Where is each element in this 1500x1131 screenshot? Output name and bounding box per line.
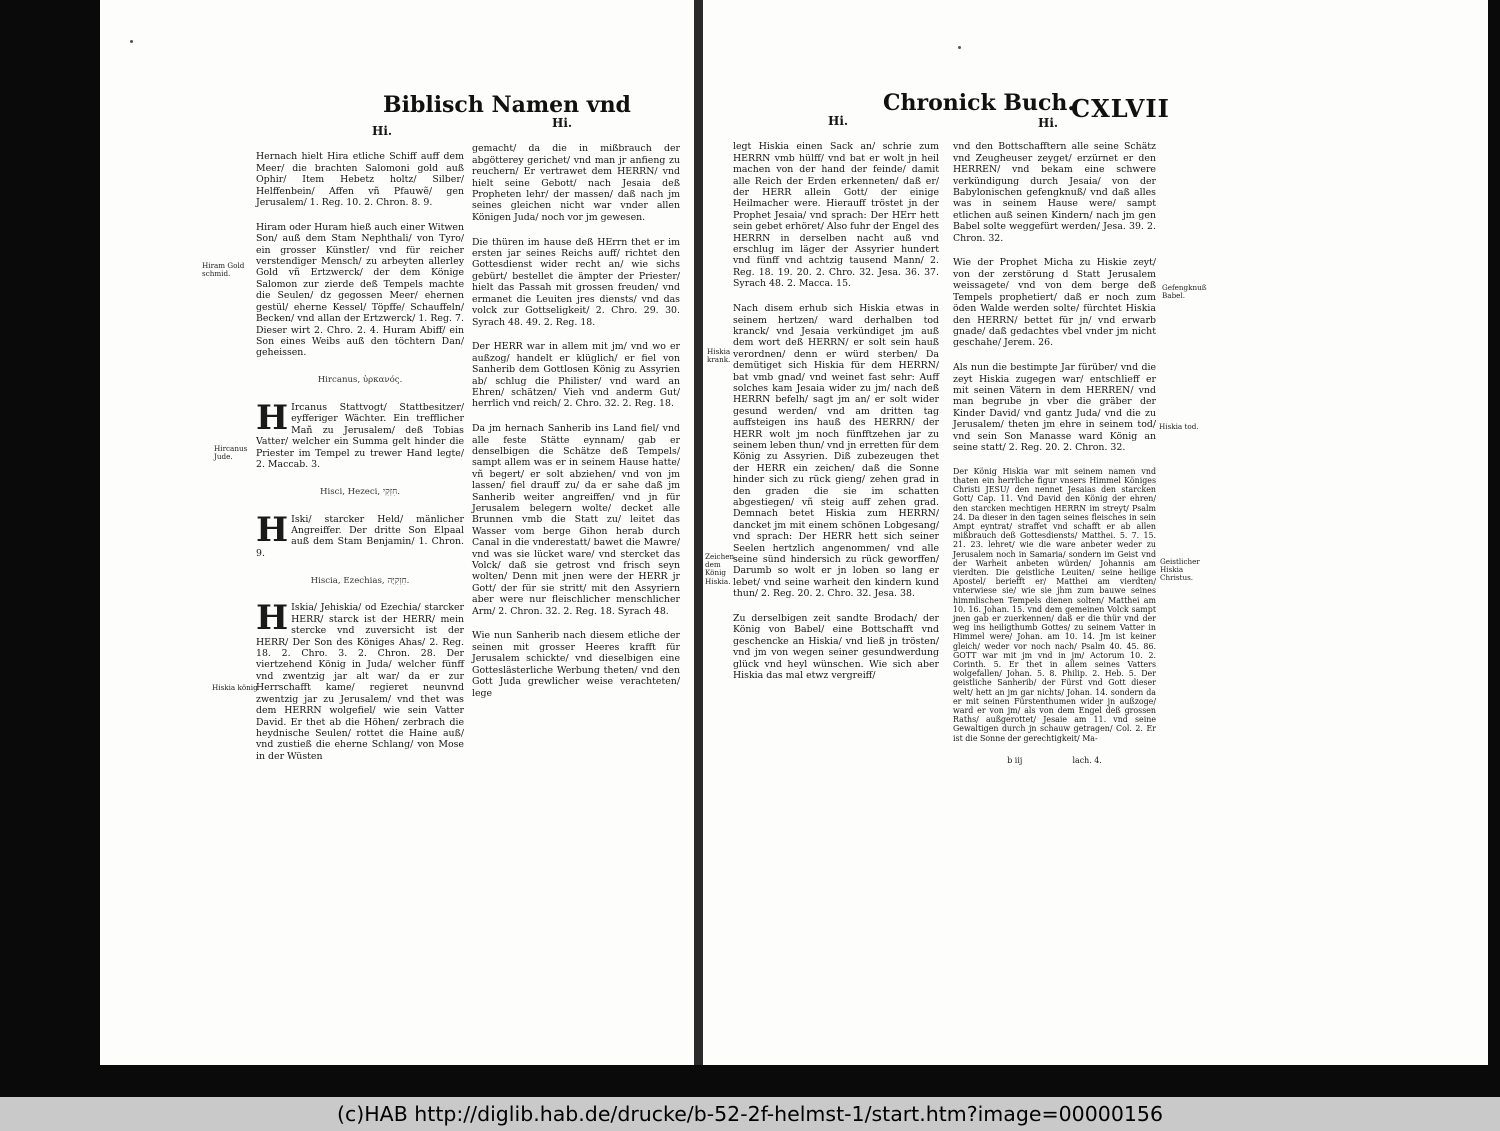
paragraph: Iski/ starcker Held/ mänlicher Angreiffer. Der dritte Son Elpaal auß dem Stam Benjamin/ 1. Chron. 9. [256,513,464,559]
margin-note: Geistlicher Hiskia Christus. [1160,557,1200,583]
margin-note: Hiskia tod. [1159,422,1199,431]
right-page [703,0,1488,1065]
right-column-2 [953,130,1156,779]
paragraph: gemacht/ da die in mißbrauch der abgötterey gerichet/ vnd man jr anfieng zu reuchern/ Er vertrawet dem HERRN/ vnd hielt seine Gebott/ nach Jesaia deß Propheten lehr/ der massen/ daß nach jm seines gleichen nicht war vnder allen Königen Juda/ noch vor jm gewesen. [472,143,680,223]
margin-note: Hiram Gold schmid. [202,261,245,279]
paragraph: Da jm hernach Sanherib ins Land fiel/ vnd alle feste Stätte eynnam/ gab er denselbigen die Schätze deß Tempels/ sampt allem was er in seinem Hause hatte/ vñ begert/ er solt abziehen/ vnd von jm lassen/ fiel drauff zu/ da er sahe daß jm Sanherib weiter angreiffen/ vnd jn für Jerusalem belegern wolte/ decket alle Brunnen vmb die Statt zu/ leitet das Wasser vom berge Gihon herab durch Canal in die vnderestatt/ bawet die Mawre/ vnd was sie lücket ware/ vnd stercket das Volck/ daß sie getrost vnd frisch seyn wolten/ Denn mit jnen were der HERR jr Gott/ der für sie stritt/ mit den Assyriern aber were nur fleischlicher menschlicher Arm/ 2. Chron. 32. 2. Reg. 18. Syrach 48. [472,423,680,617]
margin-note: Gefengknuß Babel. [1162,283,1207,301]
paragraph: Die thüren im hause deß HErrn thet er im ersten jar seines Reichs auff/ richtet den Gottesdienst wider recht an/ wie sichs gebürt/ bestellet die ämpter der Priester/ hielt das Passah mit grossen freuden/ vnd ermanet die Leuiten jres diensts/ vnd das volck zur Gottseligkeit/ 2. Chro. 29. 30. Syrach 48. 49. 2. Reg. 18. [472,236,680,328]
folio-number: CXLVII [1071,94,1170,123]
margin-note: Hircanus Jude. [214,444,248,462]
paragraph: Hernach hielt Hira etliche Schiff auff dem Meer/ die brachten Salomoni gold auß Ophir/ Item Hebetz holtz/ Silber/ Helffenbein/ Affen vñ Pfauwẽ/ gen Jerusalem/ 1. Reg. 10. 2. Chron. 8. 9. [256,151,464,209]
paragraph: Iskia/ Jehiskia/ od Ezechia/ starcker HERR/ starck ist der HERR/ mein stercke vnd zuversicht ist der HERR/ Der Son des Königes Ahas/ 2. Reg. 18. 2. Chro. 3. 2. Chron. 28. Der viertzehend König in Juda/ welcher fünff vnd zwentzig jar alt war/ da er zur Herrschafft kame/ regieret neunvnd zwentzig jar zu Jerusalem/ vnd thet was dem HERRN wolgefiel/ wie sein Vatter David. Er thet ab die Höhen/ zerbrach die heydnische Seulen/ rottet die Haine auß/ vnd zustieß die eherne Schlang/ von Mose in der Wüsten [256,602,464,762]
speck [130,40,133,43]
paragraph: Ircanus Stattvogt/ Stattbesitzer/ eyfferiger Wächter. Ein trefflicher Mañ zu Jerusalem/ deß Tobias Vatter/ welcher ein Summa gelt hinder die Priester im Tempel zu trewer Hand legte/ 2. Maccab. 3. [256,401,464,470]
paragraph: Der HERR war in allem mit jm/ vnd wo er außzog/ handelt er klüglich/ er fiel von Sanherib dem Gottlosen König zu Assyrien ab/ schlug die Philister/ vnd ward an Ehren/ schätzen/ Vieh vnd anderm Gut/ herrlich vnd reich/ 2. Chro. 32. 2. Reg. 18. [472,341,680,410]
column-head-2: Hi. [1038,116,1059,130]
entry-heading: Hisci, Hezeci, חִזְקִי. [320,486,400,497]
paragraph-small: Der König Hiskia war mit seinem namen vnd thaten ein herrliche figur vnsers Himmel Königes Christi JESU/ den nennet Jesaias den starcken Gott/ Cap. 11. Vnd David den König der ehren/ den starcken mechtigen HERRN im streyt/ Psalm 24. Da dieser in den tagen seines fleisches in sein Ampt eyntrat/ straffet vnd schafft er ab allen mißbrauch deß Gottesdiensts/ Matthei. 5. 7. 15. 21. 23. lehret/ wie die ware anbeter weder zu Jerusalem noch in Samaria/ sondern im Geist vnd der Warheit anbeten würden/ Johannis am vierdten. Die geistliche Leuiten/ seine heilige Apostel/ beriefft er/ Matthei am vierdten/ vnterwiese sie/ wie sie jhm zum bauwe seines himmlischen Tempels dienen solten/ Matthei am 10. 16. Johan. 15. vnd dem gemeinen Volck sampt jnen gab er zuerkennen/ daß er die thür vnd der weg ins heiligthumb Gottes/ zu seinem Vatter in Himmel were/ Johan. am 10. 14. Jm ist keiner gleich/ weder vor noch nach/ Psalm 40. 45. 86. GOTT war mit jm vnd in jm/ Actorum 10. 2. Corinth. 5. Er thet in allem seines Vatters wolgefallen/ Johan. 5. 8. Philip. 2. Heb. 5. Der geistliche Sanherib/ der Fürst vnd Gott dieser welt/ hett an jm gar nichts/ Johan. 14. sondern da er mit seinen Fürstenthumen wider jn außzoge/ ward er von jm/ als von dem Engel deß grossen Raths/ außgerottet/ Jesaie am 11. vnd seine Gewaltigen durch jn schauw getragen/ Col. 2. Er ist die Sonne der gerechtigkeit/ Ma- [953,466,1156,743]
running-head-right: Chronick Buch. [883,90,1076,116]
paragraph: vnd den Bottschafftern alle seine Schätz vnd Zeugheuser zeyget/ erzürnet er den HERREN/ vnd bekam eine schwere verkündigung durch Jesaia/ von der Babylonischen gefengknuß/ vnd daß alles was in seinem Hause were/ sampt etlichen auß seinen Kindern/ nach jm gen Babel solte weggefürt werden/ Jesa. 39. 2. Chron. 32. [953,141,1156,244]
right-column-1 [733,130,939,695]
paragraph: Wie nun Sanherib nach diesem etliche der seinen mit grosser Heeres krafft für Jerusalem schickte/ vnd dieselbigen eine Gotteslästerliche Werbung theten/ vnd den Gott Juda grewlicher weise verachteten/ lege [472,630,680,699]
left-column-1 [256,140,464,776]
book-gutter [694,0,703,1065]
speck [958,46,961,49]
catchword: b iij lach. 4. [1007,756,1102,766]
margin-note: Hiskia krank. [707,347,731,365]
paragraph: legt Hiskia einen Sack an/ schrie zum HERRN vmb hülff/ vnd bat er wolt jn heil machen von der hand der feinde/ damit alle Reich der Erden erkenneten/ daß er/ der HERR allein Gott/ der einige Heilmacher were. Hierauff tröstet jn der Prophet Jesaia/ vnd sprach: Der HErr hett sein gebet erhöret/ Also fuhr der Engel des HERRN in derselben nacht auß vnd erschlug im läger der Assyrier hundert vnd fünff vnd achtzig tausend Mann/ 2. Reg. 18. 19. 20. 2. Chro. 32. Jesa. 36. 37. Syrach 48. 2. Macca. 15. [733,141,939,290]
initial-letter: H [256,397,289,438]
source-footer: (c)HAB http://diglib.hab.de/drucke/b-52-2f-helmst-1/start.htm?image=00000156 [0,1097,1500,1131]
left-page [100,0,694,1065]
left-column-2 [472,132,680,712]
margin-note: Hiskia könig [212,683,258,692]
paragraph: Zu derselbigen zeit sandte Brodach/ der König von Babel/ eine Bottschafft vnd geschencke an Hiskia/ vnd ließ jn trösten/ vnd jm von wegen seiner gesundwerdung glück vnd heyl wünschen. Wie sich aber Hiskia das mal etwz vergreiff/ [733,613,939,682]
margin-note: Zeichen dem König Hiskia. [705,552,735,586]
paragraph: Wie der Prophet Micha zu Hiskie zeyt/ von der zerstörung d Statt Jerusalem weissagete/ vnd von dem berge deß Tempels prophetiert/ daß er noch zum öden Walde werden solte/ fürchtet Hiskia den HERRN/ bettet für jn/ vnd erwarb gnade/ daß gedachtes vbel vnder jm nicht geschahe/ Jerem. 26. [953,257,1156,349]
paragraph: Als nun die bestimpte Jar fürüber/ vnd die zeyt Hiskia zugegen war/ entschlieff er mit seinen Vätern in dem HERREN/ vnd man begrube jn vber die gräber der Kinder David/ vnd gantz Juda/ vnd die zu Jerusalem/ theten jm ehre in seinem tod/ vnd sein Son Manasse ward König an seine statt/ 2. Reg. 20. 2. Chron. 32. [953,362,1156,453]
paragraph: Nach disem erhub sich Hiskia etwas in seinem hertzen/ ward derhalben tod kranck/ vnd Jesaia verkündiget jm auß dem wort deß HERRN/ er solt sein hauß verordnen/ denn er würd sterben/ Da demütiget sich Hiskia für dem HERRN/ bat vmb gnad/ vnd weinet fast sehr: Auff solches kam Jesaia wider zu jm/ nach deß HERRN befelh/ sagt jm an/ er solt wider gesund werden/ vnd am dritten tag auffsteigen ins hauß des HERRN/ der HERR wolt jm noch fünfftzehen jar zu seinem leben thun/ vnd jn erretten für dem König zu Assyrien. Diß zubezeugen thet der HERR ein zeichen/ daß die Sonne hinder sich zu rück gieng/ zehen grad in den graden die sie im schatten abgestiegen/ vñ steig auff zehen grad. Demnach betet Hiskia zum HERRN/ dancket jm mit einem schönen Lobgesang/ vnd sprach: Der HERR hett sich seiner Seelen hertzlich angenommen/ vnd alle seine sünd hindersich zu rück geworffen/ Darumb so wolt er jn loben so lang er lebet/ vnd seine warheit den kindern kund thun/ 2. Reg. 20. 2. Chro. 32. Jesa. 38. [733,303,939,600]
column-head-1: Hi. [828,114,849,128]
entry-heading: Hiscia, Ezechias, חִזְקִיָּה. [310,575,410,586]
column-head-2: Hi. [552,116,573,130]
initial-letter: H [256,509,289,550]
column-head-1: Hi. [372,124,393,138]
entry-heading: Hircanus, ὑρκανός. [317,375,403,386]
running-head-left: Biblisch Namen vnd [383,92,631,118]
initial-letter: H [256,598,289,639]
paragraph: Hiram oder Huram hieß auch einer Witwen Son/ auß dem Stam Nephthali/ von Tyro/ ein grosser Künstler/ vnd für reicher verstendiger Mensch/ zu arbeyten allerley Gold vñ Ertzwerck/ der dem Könige Salomon zur zierde deß Tempels machte die Seulen/ dz gegossen Meer/ ehernen gestül/ eherne Kessel/ Töpffe/ Schauffeln/ Becken/ vnd allan der Ertzwerck/ 1. Reg. 7. Dieser wirt 2. Chro. 2. 4. Huram Abiff/ ein Son eines Weibs auß den töchtern Dan/ geheissen. [256,221,464,359]
